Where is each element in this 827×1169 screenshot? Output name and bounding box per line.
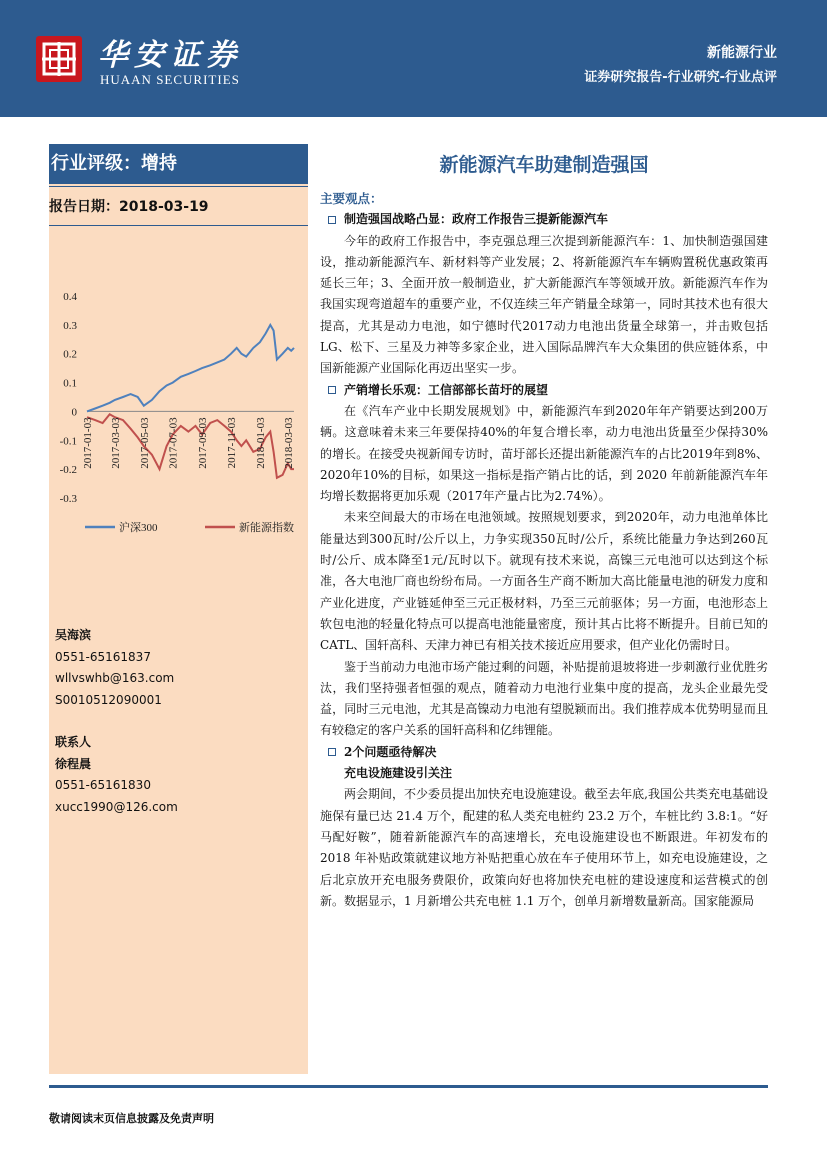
contact-title: 联系人 bbox=[55, 735, 92, 749]
main-content bbox=[320, 188, 768, 912]
y-tick-label: -0.1 bbox=[59, 435, 77, 448]
x-tick-label: 2017-11-03 bbox=[226, 417, 238, 469]
paragraph: 鉴于当前动力电池市场产能过剩的问题，补贴提前退坡将进一步刺激行业优胜劣汰，我们坚持强者恒强的观点，随着动力电池行业集中度的提高，龙头企业最先受益，同时三元电池，尤其是高镍动力电池有望脱颖而出。我们推荐成本优势明显而且有较稳定的客户关系的国轩高科和亿纬锂能。 bbox=[320, 659, 768, 738]
series-line-0 bbox=[87, 325, 294, 412]
x-tick-label: 2018-01-03 bbox=[254, 417, 267, 469]
y-tick-label: -0.2 bbox=[59, 464, 77, 477]
footer-disclaimer: 敬请阅读末页信息披露及免责声明 bbox=[49, 1112, 214, 1125]
footer-rule bbox=[49, 1085, 768, 1088]
x-tick-label: 2017-07-03 bbox=[167, 417, 180, 469]
section-title: 主要观点： bbox=[320, 191, 383, 206]
analyst-cert: S0010512090001 bbox=[55, 692, 162, 707]
paragraph: 两会期间，不少委员提出加快充电设施建设。截至去年底,我国公共类充电基础设施保有量已达 21.4 万个，配建的私人类充电桩约 23.2 万个，车桩比约 3.8:1。“好马配好鞍”，随着新能源汽车的高速增长，充电设施建设也不断跟进。年初发布的 2018 年补贴政策就建议地方补贴把重心放在车子使用环节上，如充电设施建设，之后北京放开充电服务费限价，政策向好也将加快充电桩的建设速度和运营模式的创新。数据显示，1 月新增公共充电桩 1.1 万个，创单月新增数量新高。国家能源局 bbox=[320, 787, 768, 908]
analyst-name: 吴海滨 bbox=[55, 628, 92, 642]
contact-name: 徐程晨 bbox=[55, 756, 92, 771]
report-date: 报告日期：2018-03-19 bbox=[49, 186, 308, 226]
square-bullet-icon bbox=[328, 386, 336, 394]
report-type-label: 证券研究报告-行业研究-行业点评 bbox=[584, 70, 777, 85]
sector-label: 新能源行业 bbox=[707, 45, 777, 61]
analyst-email: wllvswhb@163.com bbox=[55, 671, 175, 685]
huaan-logo-icon bbox=[36, 36, 82, 82]
legend-label: 沪深300 bbox=[119, 522, 158, 534]
y-tick-label: 0.3 bbox=[63, 319, 77, 332]
contact-phone: 0551-65161830 bbox=[55, 778, 151, 792]
y-tick-label: 0 bbox=[71, 406, 77, 419]
y-tick-label: -0.3 bbox=[59, 493, 77, 505]
paragraph: 今年的政府工作报告中，李克强总理三次提到新能源汽车：1、加快制造强国建设，推动新能源汽车、新材料等产业发展；2、将新能源汽车车辆购置税优惠政策再延长三年；3、全面开放一般制造业，扩大新能源汽车等领域开放。新能源汽车作为我国实现弯道超车的重要产业，不仅连续三年产销量全球第一，同时其技术也有很大提高，尤其是动力电池，如宁德时代2017动力电池出货量全球第一，并击败包括LG、松下、三星及力神等多家企业，进入国际品牌汽车大众集团的供应链体系，中国新能源产业国际化再迈出坚实一步。 bbox=[320, 233, 768, 376]
square-bullet-icon bbox=[328, 748, 336, 756]
bullet-heading: 2个问题亟待解决 bbox=[320, 742, 768, 763]
analyst-phone: 0551-65161837 bbox=[55, 649, 151, 664]
x-tick-label: 2017-03-03 bbox=[109, 417, 122, 469]
contacts-block bbox=[55, 625, 305, 818]
x-tick-label: 2017-09-03 bbox=[197, 417, 210, 469]
x-tick-label: 2017-05-03 bbox=[138, 417, 151, 469]
page-header bbox=[0, 0, 827, 117]
index-line-chart bbox=[49, 280, 308, 550]
paragraph: 在《汽车产业中长期发展规划》中，新能源汽车到2020年年产销要达到200万辆。这意味着未来三年要保持40%的年复合增长率，动力电池出货量至少保持30%的增长。在接受央视新闻专访时，苗圩部长还提出新能源汽车的占比2019年到8%、2020年10%的目标，如果这一指标是指产销占比的话，到 2020 年前新能源汽车年均增长数据将更加乐观（2017年产量占比为2.74%）。 bbox=[320, 403, 768, 504]
x-tick-label: 2017-01-03 bbox=[82, 417, 94, 469]
brand-name-cn: 华安证券 bbox=[98, 38, 242, 73]
paragraph: 未来空间最大的市场在电池领域。按照规划要求，到2020年，动力电池单体比能量达到300瓦时/公斤以上，力争实现350瓦时/公斤，系统比能量力争达到260瓦时/公斤、成本降至1元/瓦时以下。就现有技术来说，高镍三元电池可以达到这个标准，各大电池厂商也纷纷布局。一方面各生产商不断加大高比能量电池的研发力度和产业化进度，产业链延伸至三元正极材料，乃至三元前驱体；另一方面，电池形态上软包电池的轻量化特点可以提高电池能量密度，预计其占比将不断提升。目前已知的 CATL、国轩高科、天津力神已有相关技术接近应用要求，但产业化仍需时日。 bbox=[320, 510, 768, 653]
legend-label: 新能源指数 bbox=[239, 522, 294, 534]
bullet-heading: 制造强国战略凸显：政府工作报告三提新能源汽车 bbox=[320, 209, 768, 230]
sub-heading: 充电设施建设引关注 bbox=[344, 766, 453, 781]
y-tick-label: 0.4 bbox=[63, 291, 77, 303]
square-bullet-icon bbox=[328, 216, 336, 224]
industry-rating: 行业评级：增持 bbox=[49, 144, 308, 184]
y-tick-label: 0.1 bbox=[63, 377, 77, 390]
brand-name-en: HUAAN SECURITIES bbox=[100, 72, 240, 87]
y-tick-label: 0.2 bbox=[63, 348, 77, 361]
bullet-heading: 产销增长乐观：工信部部长苗圩的展望 bbox=[320, 380, 768, 401]
contact-email: xucc1990@126.com bbox=[55, 799, 178, 814]
x-tick-label: 2018-03-03 bbox=[282, 417, 295, 469]
report-title: 新能源汽车助建制造强国 bbox=[439, 154, 649, 176]
